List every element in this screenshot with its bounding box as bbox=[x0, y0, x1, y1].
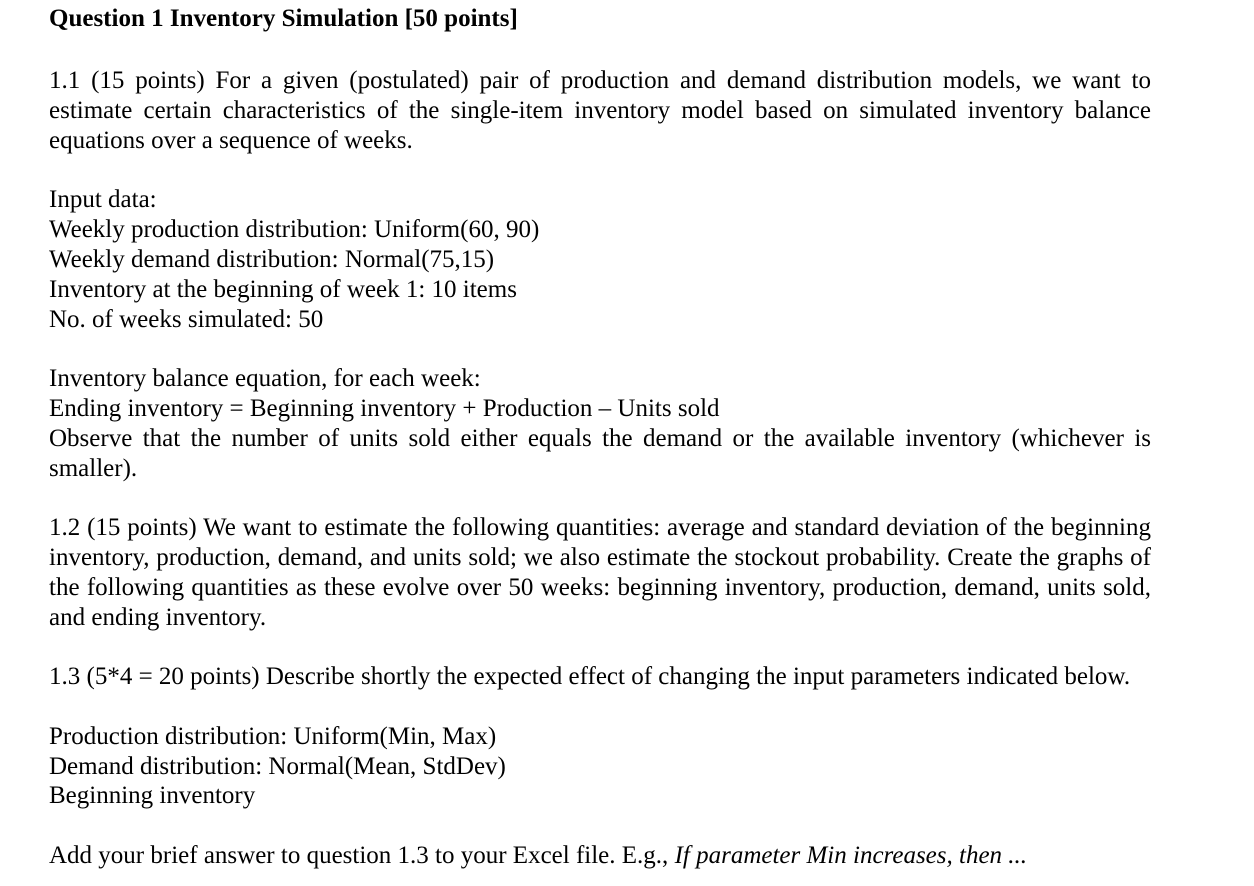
parameters-block bbox=[49, 722, 1151, 811]
input-data-block bbox=[49, 185, 1151, 334]
input-line-weeks: No. of weeks simulated: 50 bbox=[49, 305, 324, 333]
input-line-demand: Weekly demand distribution: Normal(75,15) bbox=[49, 245, 495, 273]
parameter-beginning-inventory: Beginning inventory bbox=[49, 782, 256, 810]
document-page bbox=[49, 4, 1151, 871]
input-data-heading: Input data: bbox=[49, 186, 157, 214]
balance-equation: Ending inventory = Beginning inventory + Production – Units sold bbox=[49, 394, 720, 422]
closing-example: If parameter Min increases, then ... bbox=[674, 841, 1028, 869]
balance-heading: Inventory balance equation, for each week: bbox=[49, 365, 481, 393]
question-title: Question 1 Inventory Simulation [50 points] bbox=[49, 5, 518, 32]
parameter-production: Production distribution: Uniform(Min, Max) bbox=[49, 722, 497, 750]
parameter-demand: Demand distribution: Normal(Mean, StdDev) bbox=[49, 752, 506, 780]
part-1-1-paragraph: 1.1 (15 points) For a given (postulated) pair of production and demand distribution models, we want to estimate certain characteristics of the single-item inventory model based on simulated inventory balance equations over a sequence of weeks. bbox=[49, 67, 1151, 154]
part-1-3-paragraph: 1.3 (5*4 = 20 points) Describe shortly the expected effect of changing the input parameters indicated below. bbox=[49, 663, 1131, 691]
closing-text: Add your brief answer to question 1.3 to your Excel file. E.g., bbox=[49, 841, 675, 869]
balance-note: Observe that the number of units sold either equals the demand or the available inventory (whichever is smaller). bbox=[49, 424, 1151, 482]
closing-instruction bbox=[49, 841, 1151, 871]
input-line-initial-inventory: Inventory at the beginning of week 1: 10 items bbox=[49, 275, 517, 303]
balance-equation-block bbox=[49, 364, 1151, 483]
part-1-2-paragraph: 1.2 (15 points) We want to estimate the following quantities: average and standard deviation of the beginning inventory, production, demand, and units sold; we also estimate the stockout probability. Create the graphs of the following quantities as these evolve over 50 weeks: beginning inventory, production, demand, units sold, and ending inventory. bbox=[49, 514, 1151, 631]
input-line-production: Weekly production distribution: Uniform(60, 90) bbox=[49, 216, 540, 244]
